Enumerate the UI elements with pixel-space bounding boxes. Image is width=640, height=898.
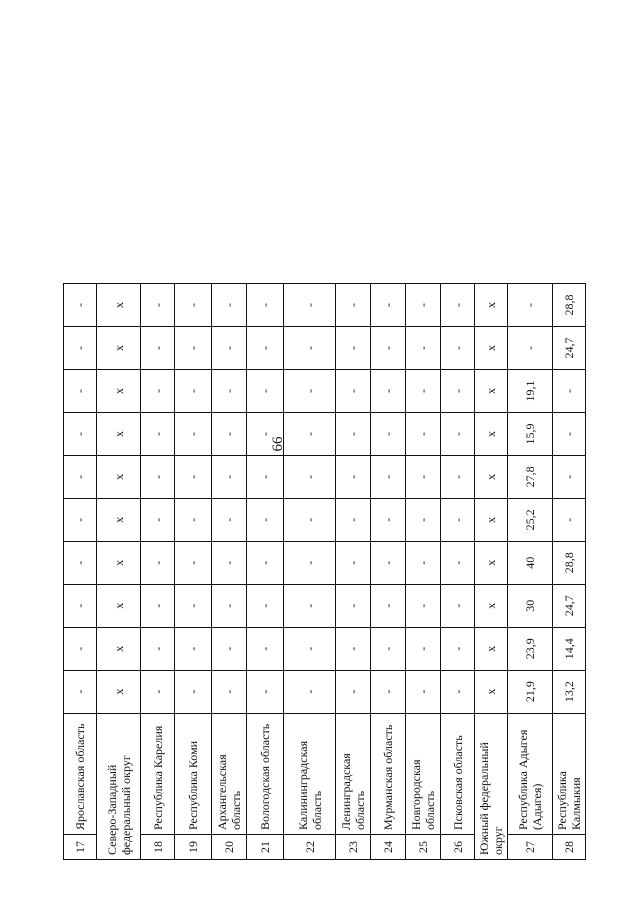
value-cell: -	[406, 670, 441, 713]
value-cell: -	[441, 284, 475, 327]
value-cell: x	[97, 541, 141, 584]
value-cell: x	[475, 541, 508, 584]
value-cell: -	[175, 412, 212, 455]
value-cell: -	[336, 284, 371, 327]
value-cell: -	[406, 412, 441, 455]
value-cell: 24,7	[553, 327, 586, 370]
value-cell: -	[64, 584, 97, 627]
value-cell: -	[247, 412, 284, 455]
value-cell: -	[212, 412, 247, 455]
value-cell: x	[475, 627, 508, 670]
value-cell: -	[212, 455, 247, 498]
value-cell: -	[141, 412, 175, 455]
value-cell: -	[441, 670, 475, 713]
value-cell: -	[64, 412, 97, 455]
row-number-cell: 20	[212, 835, 247, 860]
value-cell: 19,1	[508, 370, 553, 413]
value-cell: x	[97, 284, 141, 327]
value-cell: -	[247, 541, 284, 584]
value-cell: -	[212, 370, 247, 413]
table-row	[508, 284, 553, 860]
value-cell: -	[175, 284, 212, 327]
value-cell: -	[441, 627, 475, 670]
district-name-cell: Северо-Западный федеральный округ	[97, 713, 141, 859]
value-cell: -	[212, 327, 247, 370]
value-cell: x	[475, 498, 508, 541]
value-cell: -	[508, 284, 553, 327]
page-number: 66	[270, 436, 286, 452]
value-cell: -	[336, 370, 371, 413]
row-number-cell: 18	[141, 835, 175, 860]
value-cell: -	[64, 370, 97, 413]
value-cell: -	[175, 327, 212, 370]
region-name-cell: Ленинградская область	[336, 713, 371, 834]
value-cell: -	[441, 584, 475, 627]
value-cell: -	[141, 584, 175, 627]
value-cell: -	[64, 627, 97, 670]
value-cell: 28,8	[553, 284, 586, 327]
value-cell: -	[64, 284, 97, 327]
value-cell: 28,8	[553, 541, 586, 584]
value-cell: -	[64, 327, 97, 370]
value-cell: -	[247, 670, 284, 713]
row-number-cell: 25	[406, 835, 441, 860]
table-row	[336, 284, 371, 860]
region-name-cell: Архангельская область	[212, 713, 247, 834]
value-cell: -	[64, 498, 97, 541]
value-cell: -	[406, 584, 441, 627]
table-row	[64, 284, 97, 860]
value-cell: -	[336, 584, 371, 627]
value-cell: -	[212, 541, 247, 584]
region-name-cell: Республика Адыгея (Адыгея)	[508, 713, 553, 834]
value-cell: -	[284, 627, 336, 670]
value-cell: -	[371, 670, 406, 713]
value-cell: -	[284, 370, 336, 413]
table-row	[475, 284, 508, 860]
row-number-cell: 27	[508, 835, 553, 860]
value-cell: -	[406, 627, 441, 670]
value-cell: -	[64, 670, 97, 713]
value-cell: -	[284, 498, 336, 541]
value-cell: -	[371, 627, 406, 670]
value-cell: -	[284, 670, 336, 713]
region-name-cell: Мурманская область	[371, 713, 406, 834]
region-name-cell: Калининградская область	[284, 713, 336, 834]
value-cell: -	[284, 541, 336, 584]
value-cell: -	[284, 584, 336, 627]
region-name-cell: Республика Коми	[175, 713, 212, 834]
row-number-cell: 24	[371, 835, 406, 860]
table-row	[175, 284, 212, 860]
row-number-cell: 26	[441, 835, 475, 860]
value-cell: 21,9	[508, 670, 553, 713]
value-cell: -	[175, 670, 212, 713]
value-cell: -	[336, 327, 371, 370]
table-row	[284, 284, 336, 860]
value-cell: -	[441, 327, 475, 370]
value-cell: -	[441, 370, 475, 413]
region-name-cell: Республика Карелия	[141, 713, 175, 834]
row-number-cell: 17	[64, 835, 97, 860]
value-cell: 30	[508, 584, 553, 627]
value-cell: -	[336, 541, 371, 584]
value-cell: x	[475, 670, 508, 713]
value-cell: 13,2	[553, 670, 586, 713]
value-cell: -	[141, 370, 175, 413]
value-cell: -	[336, 498, 371, 541]
value-cell: -	[284, 412, 336, 455]
table-row	[212, 284, 247, 860]
value-cell: x	[97, 584, 141, 627]
row-number-cell: 23	[336, 835, 371, 860]
value-cell: x	[97, 455, 141, 498]
value-cell: -	[371, 370, 406, 413]
value-cell: x	[475, 370, 508, 413]
value-cell: x	[97, 412, 141, 455]
value-cell: -	[247, 284, 284, 327]
value-cell: -	[371, 455, 406, 498]
value-cell: x	[97, 498, 141, 541]
value-cell: x	[475, 455, 508, 498]
table-row	[371, 284, 406, 860]
table-row	[406, 284, 441, 860]
region-name-cell: Псковская область	[441, 713, 475, 834]
value-cell: 15,9	[508, 412, 553, 455]
value-cell: -	[371, 327, 406, 370]
value-cell: -	[508, 327, 553, 370]
value-cell: 40	[508, 541, 553, 584]
value-cell: -	[212, 284, 247, 327]
value-cell: 24,7	[553, 584, 586, 627]
value-cell: x	[97, 627, 141, 670]
value-cell: -	[336, 670, 371, 713]
district-name-cell: Южный федеральный округ	[475, 713, 508, 859]
row-number-cell: 28	[553, 835, 586, 860]
value-cell: -	[406, 370, 441, 413]
value-cell: -	[247, 498, 284, 541]
value-cell: -	[406, 284, 441, 327]
value-cell: -	[141, 541, 175, 584]
row-number-cell: 19	[175, 835, 212, 860]
value-cell: -	[175, 455, 212, 498]
table-row	[97, 284, 141, 860]
value-cell: -	[284, 327, 336, 370]
value-cell: -	[406, 541, 441, 584]
table-row	[553, 284, 586, 860]
value-cell: 14,4	[553, 627, 586, 670]
value-cell: -	[141, 284, 175, 327]
value-cell: -	[247, 370, 284, 413]
value-cell: -	[441, 455, 475, 498]
rotated-table-container	[63, 283, 586, 860]
region-name-cell: Республика Калмыкия	[553, 713, 586, 834]
value-cell: -	[175, 370, 212, 413]
value-cell: -	[175, 498, 212, 541]
value-cell: -	[371, 584, 406, 627]
value-cell: -	[441, 498, 475, 541]
value-cell: -	[553, 455, 586, 498]
value-cell: -	[212, 584, 247, 627]
value-cell: -	[64, 541, 97, 584]
value-cell: -	[212, 627, 247, 670]
value-cell: -	[141, 455, 175, 498]
table-row	[247, 284, 284, 860]
value-cell: -	[175, 584, 212, 627]
value-cell: -	[553, 412, 586, 455]
region-name-cell: Ярославская область	[64, 713, 97, 834]
value-cell: -	[247, 327, 284, 370]
value-cell: x	[475, 584, 508, 627]
value-cell: -	[371, 284, 406, 327]
value-cell: -	[406, 327, 441, 370]
value-cell: -	[406, 498, 441, 541]
value-cell: -	[553, 498, 586, 541]
value-cell: -	[64, 455, 97, 498]
value-cell: -	[371, 541, 406, 584]
value-cell: -	[175, 541, 212, 584]
value-cell: -	[141, 670, 175, 713]
table-row	[141, 284, 175, 860]
value-cell: -	[141, 498, 175, 541]
value-cell: x	[97, 670, 141, 713]
value-cell: 27,8	[508, 455, 553, 498]
regions-table	[63, 283, 586, 860]
value-cell: -	[284, 284, 336, 327]
value-cell: -	[247, 455, 284, 498]
value-cell: x	[475, 412, 508, 455]
value-cell: -	[553, 370, 586, 413]
value-cell: -	[441, 412, 475, 455]
value-cell: -	[175, 627, 212, 670]
region-name-cell: Новгородская область	[406, 713, 441, 834]
value-cell: -	[141, 327, 175, 370]
value-cell: x	[475, 284, 508, 327]
value-cell: -	[212, 498, 247, 541]
value-cell: -	[371, 498, 406, 541]
value-cell: -	[336, 627, 371, 670]
value-cell: -	[336, 455, 371, 498]
value-cell: -	[284, 455, 336, 498]
region-name-cell: Вологодская область	[247, 713, 284, 834]
value-cell: -	[247, 627, 284, 670]
row-number-cell: 21	[247, 835, 284, 860]
row-number-cell: 22	[284, 835, 336, 860]
value-cell: -	[441, 541, 475, 584]
value-cell: x	[97, 370, 141, 413]
table-row	[441, 284, 475, 860]
value-cell: -	[371, 412, 406, 455]
value-cell: 23,9	[508, 627, 553, 670]
value-cell: -	[247, 584, 284, 627]
value-cell: -	[336, 412, 371, 455]
value-cell: -	[141, 627, 175, 670]
value-cell: x	[97, 327, 141, 370]
value-cell: -	[212, 670, 247, 713]
value-cell: 25,2	[508, 498, 553, 541]
value-cell: -	[406, 455, 441, 498]
value-cell: x	[475, 327, 508, 370]
